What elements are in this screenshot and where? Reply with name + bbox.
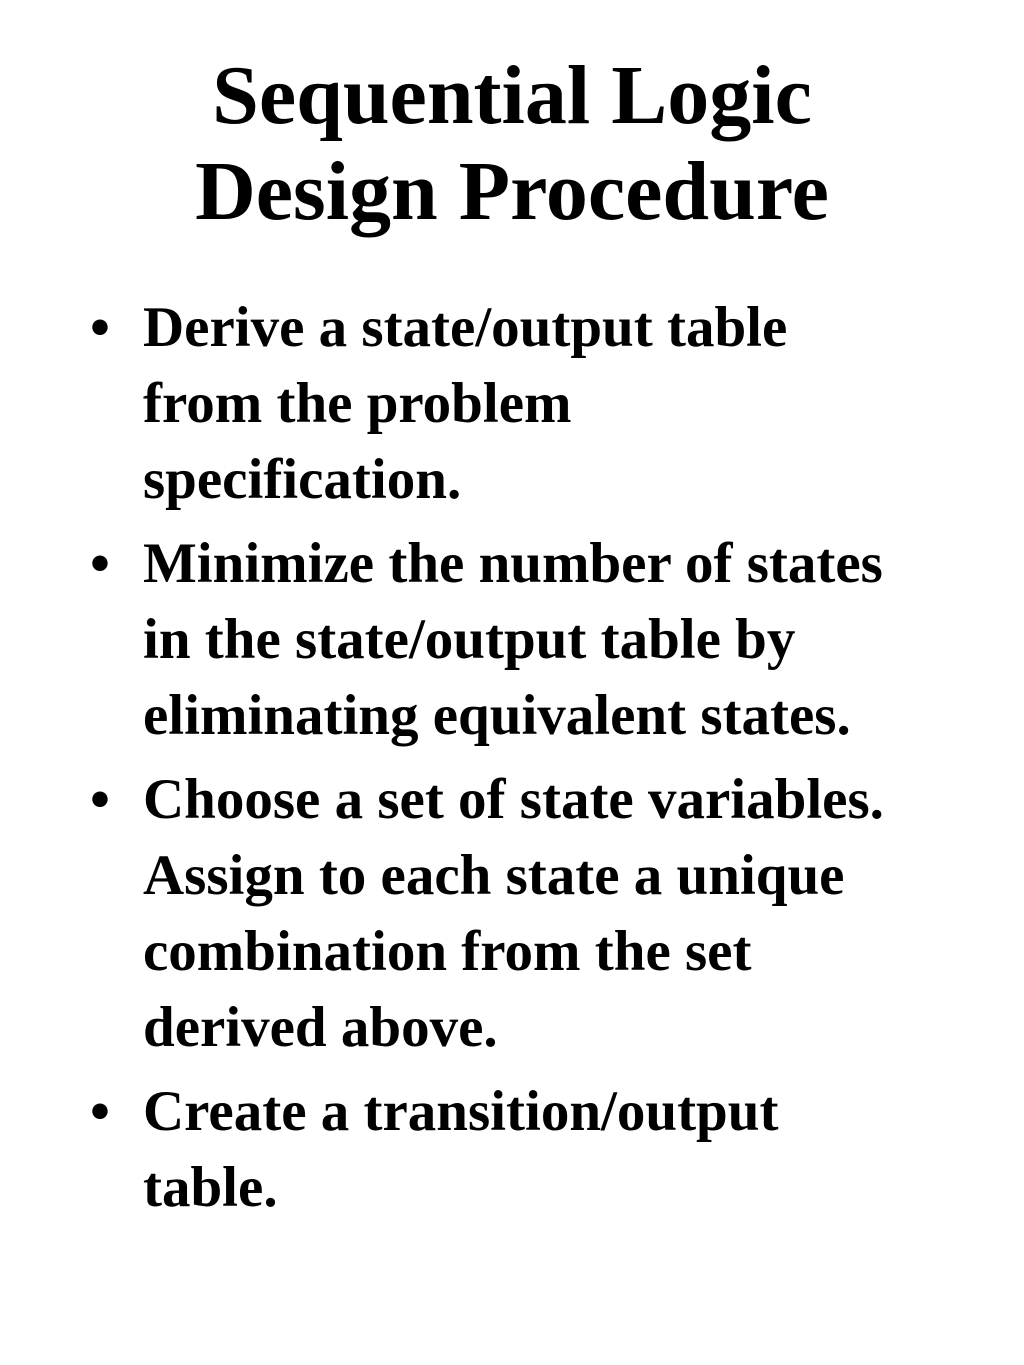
- bullet-line: Minimize the number of states: [143, 532, 883, 595]
- bullet-line: specification.: [143, 448, 462, 511]
- bullet-text: [143, 526, 1000, 754]
- bullet-line: table.: [143, 1156, 278, 1219]
- bullet-line: Create a transition/output: [143, 1080, 779, 1143]
- bullet-text: [143, 1074, 1000, 1226]
- bullet-text: [143, 290, 1000, 518]
- bullet-line: eliminating equivalent states.: [143, 684, 851, 747]
- slide-title: [0, 48, 1024, 240]
- bullet-item: [90, 1074, 1000, 1226]
- bullet-item: [90, 526, 1000, 754]
- bullet-marker: •: [90, 532, 110, 595]
- title-line: Sequential Logic: [212, 49, 812, 142]
- bullet-list: [90, 290, 1000, 1234]
- bullet-text: [143, 762, 1000, 1066]
- bullet-item: [90, 290, 1000, 518]
- bullet-line: in the state/output table by: [143, 608, 796, 671]
- bullet-line: combination from the set: [143, 920, 752, 983]
- bullet-line: Choose a set of state variables.: [143, 768, 884, 831]
- title-line: Design Procedure: [195, 145, 829, 238]
- bullet-line: from the problem: [143, 372, 572, 435]
- bullet-item: [90, 762, 1000, 1066]
- bullet-line: Assign to each state a unique: [143, 844, 845, 907]
- bullet-marker: •: [90, 1080, 110, 1143]
- bullet-line: derived above.: [143, 996, 498, 1059]
- bullet-marker: •: [90, 768, 110, 831]
- bullet-marker: •: [90, 296, 110, 359]
- bullet-line: Derive a state/output table: [143, 296, 788, 359]
